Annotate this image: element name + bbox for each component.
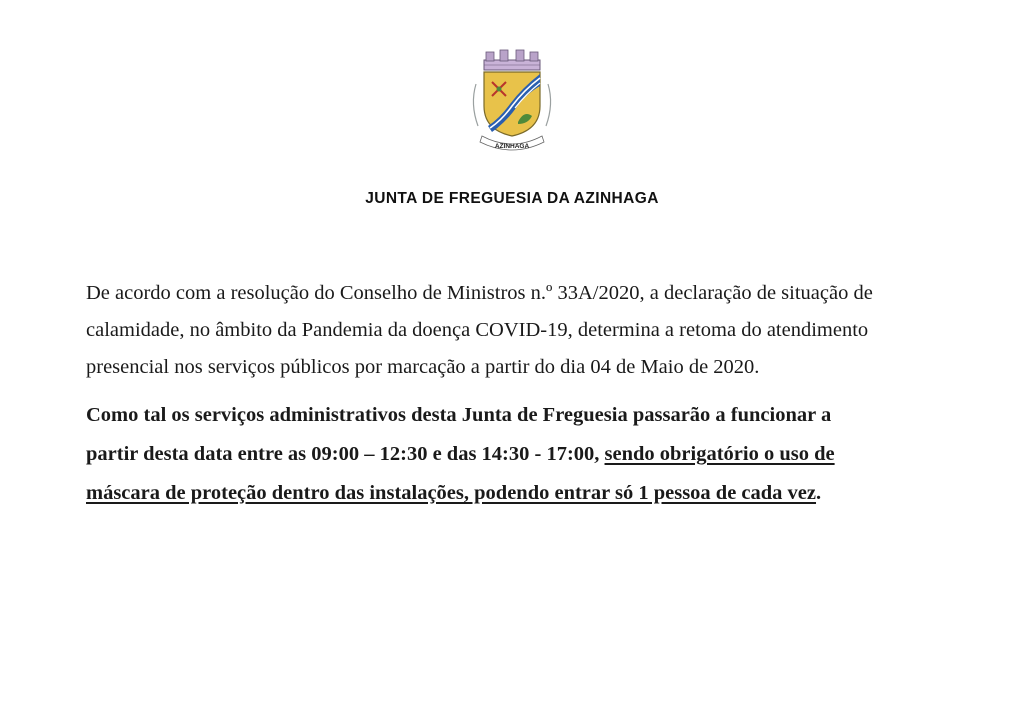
paragraph-resolution bbox=[86, 275, 956, 386]
paragraph-line: presencial nos serviços públicos por marcação a partir do dia 04 de Maio de 2020. bbox=[86, 356, 760, 378]
paragraph-line: calamidade, no âmbito da Pandemia da doença COVID-19, determina a retoma do atendimento bbox=[86, 319, 869, 341]
coat-of-arms-image bbox=[462, 44, 562, 154]
mural-crown bbox=[484, 50, 540, 70]
schedule-hours-text: partir desta data entre as 09:00 – 12:30 e das 14:30 - 17:00, bbox=[86, 443, 605, 465]
mask-requirement-text-continued: máscara de proteção dentro das instalações, podendo entrar só 1 pessoa de cada vez bbox=[86, 482, 817, 504]
mask-requirement-text: sendo obrigatório o uso de bbox=[604, 443, 835, 465]
paragraph-line: De acordo com a resolução do Conselho de Ministros n.º 33A/2020, a declaração de situação de bbox=[86, 282, 873, 304]
paragraph-line bbox=[86, 474, 956, 513]
paragraph-line bbox=[86, 435, 956, 474]
notice-body bbox=[86, 275, 956, 513]
sentence-end: . bbox=[816, 482, 822, 504]
azinhaga-coat-of-arms bbox=[462, 44, 562, 154]
paragraph-line: Como tal os serviços administrativos desta Junta de Freguesia passarão a funcionar a bbox=[86, 404, 832, 426]
crest-label: AZINHAGA bbox=[494, 143, 530, 150]
page-title: JUNTA DE FREGUESIA DA AZINHAGA bbox=[365, 190, 659, 207]
paragraph-schedule bbox=[86, 396, 956, 513]
